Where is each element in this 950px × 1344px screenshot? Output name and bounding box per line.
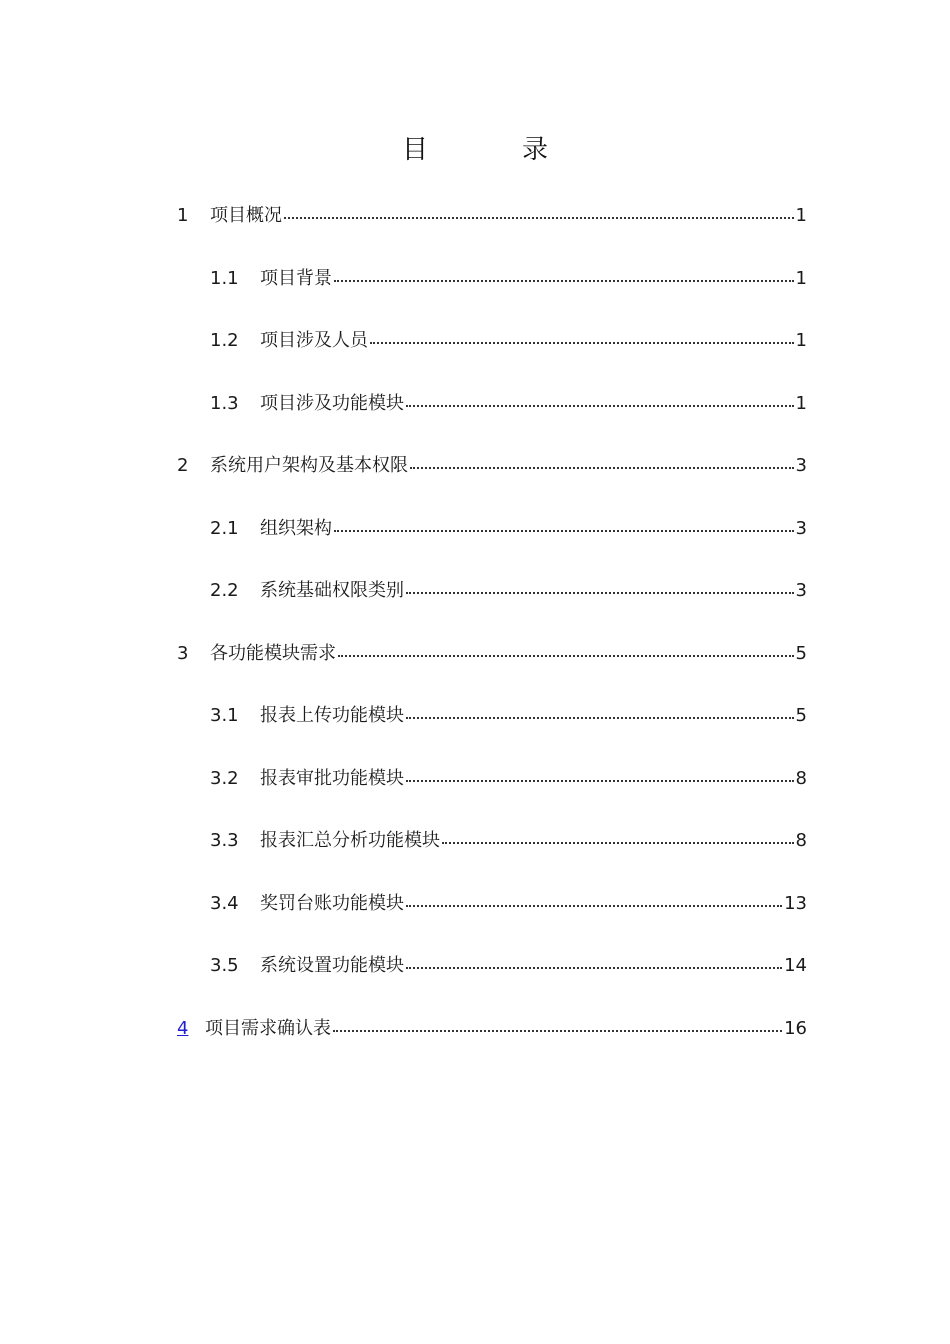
toc-entry-number: 3.1 [210,705,239,726]
toc-entry-page: 3 [795,455,807,476]
toc-entry-page: 13 [784,892,807,914]
toc-entry-label: 报表上传功能模块 [260,705,404,726]
toc-entry-1[interactable] [177,195,807,258]
dot-leader [370,328,794,346]
toc-entry-page: 14 [784,955,807,976]
toc-entry-page: 3 [795,517,807,539]
toc-entry-1-2[interactable] [177,320,807,383]
toc-entry-2-2[interactable] [177,570,807,633]
toc-entry-page: 1 [795,267,807,289]
toc-entry-number: 2 [177,455,189,476]
dot-leader [406,391,794,409]
toc-title: 目 录 [401,135,582,165]
dot-leader [338,641,794,659]
dot-leader [406,766,794,784]
toc-entry-3-5[interactable] [177,945,807,1008]
toc-entry-4[interactable] [177,1008,807,1071]
toc-entry-3-2[interactable] [177,758,807,821]
toc-entry-number: 3.3 [210,830,239,851]
toc-entry-number: 3.4 [210,892,239,914]
dot-leader [406,891,782,909]
dot-leader [333,1016,782,1034]
dot-leader [284,203,794,221]
toc-entry-label: 系统用户架构及基本权限 [210,455,408,476]
toc-entry-label: 报表审批功能模块 [260,767,404,789]
toc-entry-label: 项目概况 [210,205,282,226]
toc-entry-3-4[interactable] [177,883,807,946]
table-of-contents [177,195,807,1070]
toc-entry-1-3[interactable] [177,383,807,446]
toc-entry-label: 项目涉及功能模块 [260,392,404,414]
toc-entry-3-1[interactable] [177,695,807,758]
toc-entry-number: 2.2 [210,580,239,601]
toc-entry-page: 5 [795,705,807,726]
toc-entry-page: 16 [784,1017,807,1039]
toc-entry-page: 1 [795,205,807,226]
toc-entry-3[interactable] [177,633,807,696]
dot-leader [410,453,794,471]
toc-entry-number: 1.1 [210,267,239,289]
dot-leader [406,953,782,971]
toc-entry-label: 项目需求确认表 [205,1017,331,1039]
toc-entry-3-3[interactable] [177,820,807,883]
toc-entry-page: 5 [795,642,807,664]
toc-entry-2[interactable] [177,445,807,508]
toc-entry-page: 1 [795,330,807,351]
toc-entry-number: 2.1 [210,517,239,539]
toc-entry-label: 项目涉及人员 [260,330,368,351]
toc-entry-label: 各功能模块需求 [210,642,336,664]
toc-entry-page: 1 [795,392,807,414]
toc-entry-label: 项目背景 [260,267,332,289]
dot-leader [406,578,794,596]
toc-entry-number: 3 [177,642,189,664]
toc-entry-page: 8 [795,830,807,851]
toc-entry-number-link[interactable]: 4 [177,1017,189,1039]
toc-entry-label: 报表汇总分析功能模块 [260,830,440,851]
toc-entry-label: 组织架构 [260,517,332,539]
toc-entry-number: 1.2 [210,330,239,351]
toc-entry-number: 1.3 [210,392,239,414]
toc-entry-number: 3.5 [210,955,239,976]
toc-entry-1-1[interactable] [177,258,807,321]
dot-leader [334,516,794,534]
toc-entry-page: 3 [795,580,807,601]
toc-entry-label: 奖罚台账功能模块 [260,892,404,914]
toc-entry-page: 8 [795,767,807,789]
dot-leader [442,828,794,846]
toc-entry-label: 系统基础权限类别 [260,580,404,601]
dot-leader [406,703,794,721]
toc-entry-number: 1 [177,205,189,226]
toc-entry-number: 3.2 [210,767,239,789]
dot-leader [334,266,794,284]
toc-entry-label: 系统设置功能模块 [260,955,404,976]
toc-entry-2-1[interactable] [177,508,807,571]
